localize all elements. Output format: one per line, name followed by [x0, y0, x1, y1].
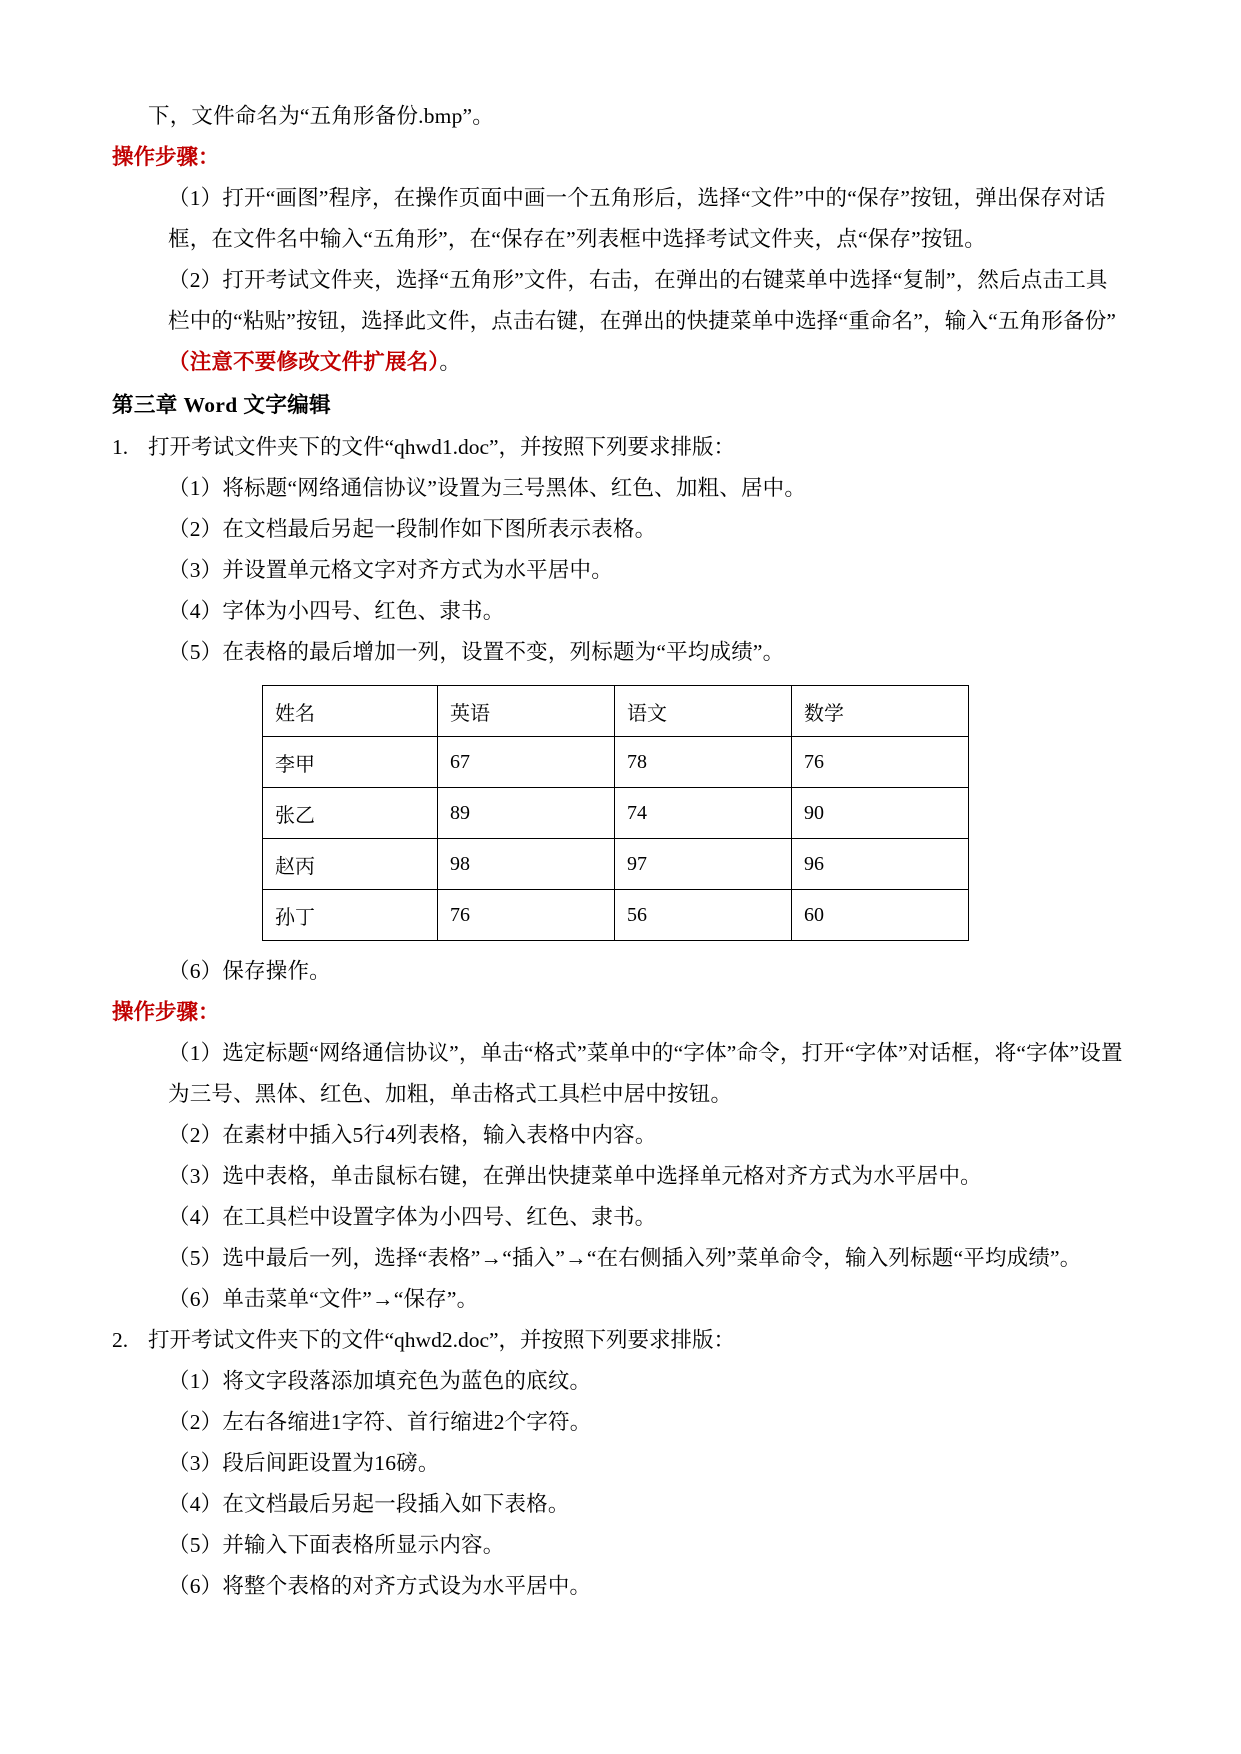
list-item-2-text: 打开考试文件夹下的文件“qhwd2.doc”，并按照下列要求排版：	[148, 1328, 736, 1352]
table-cell: 76	[438, 890, 615, 941]
step-paragraph-1: （1）打开“画图”程序，在操作页面中画一个五角形后，选择“文件”中的“保存”按钮，弹出保存对话框，在文件名中输入“五角形”，在“保存在”列表框中选择考试文件夹，点“保存”按钮。	[168, 186, 1106, 251]
table-cell: 李甲	[263, 737, 438, 788]
sub-item-1-5: （5）在表格的最后增加一列，设置不变，列标题为“平均成绩”。	[168, 640, 785, 664]
table-row	[263, 890, 969, 941]
list-item-1	[112, 427, 1123, 468]
table-cell: 60	[792, 890, 969, 941]
table-row	[263, 839, 969, 890]
table-header-cell: 数学	[792, 686, 969, 737]
table-cell: 78	[615, 737, 792, 788]
table-header-cell: 英语	[438, 686, 615, 737]
step-paragraph-2-text: （2）打开考试文件夹，选择“五角形”文件，右击，在弹出的右键菜单中选择“复制”，然后点击工具栏中的“粘贴”按钮，选择此文件，点击右键，在弹出的快捷菜单中选择“重命名”，输入“五角形备份”	[168, 268, 1117, 333]
table-cell: 74	[615, 788, 792, 839]
sub-item-1-4: （4）字体为小四号、红色、隶书。	[168, 599, 505, 623]
operation-steps-heading-2: 操作步骤：	[112, 1000, 220, 1024]
step-paragraph-2	[112, 260, 1123, 383]
table-row	[263, 686, 969, 737]
list-item-2-number: 2.	[112, 1328, 129, 1352]
score-table	[262, 685, 969, 941]
sub-item-1-6: （6）保存操作。	[168, 959, 331, 983]
table-row	[263, 737, 969, 788]
sub-item-2-2: （2）左右各缩进1字符、首行缩进2个字符。	[168, 1410, 592, 1434]
sub-item-1-2: （2）在文档最后另起一段制作如下图所表示表格。	[168, 517, 657, 541]
sub-item-1-1: （1）将标题“网络通信协议”设置为三号黑体、红色、加粗、居中。	[168, 476, 807, 500]
table-cell: 97	[615, 839, 792, 890]
sub-item-2-6: （6）将整个表格的对齐方式设为水平居中。	[168, 1574, 592, 1598]
step2-paragraph-6: （6）单击菜单“文件”→“保存”。	[168, 1287, 479, 1311]
list-item-1-number: 1.	[112, 435, 129, 459]
table-header-cell: 姓名	[263, 686, 438, 737]
table-cell: 89	[438, 788, 615, 839]
table-cell: 98	[438, 839, 615, 890]
list-item-1-text: 打开考试文件夹下的文件“qhwd1.doc”，并按照下列要求排版：	[148, 435, 736, 459]
table-cell: 96	[792, 839, 969, 890]
step2-paragraph-4: （4）在工具栏中设置字体为小四号、红色、隶书。	[168, 1205, 657, 1229]
table-cell: 76	[792, 737, 969, 788]
step2-paragraph-1: （1）选定标题“网络通信协议”，单击“格式”菜单中的“字体”命令，打开“字体”对话框，将“字体”设置为三号、黑体、红色、加粗，单击格式工具栏中居中按钮。	[168, 1041, 1123, 1106]
table-cell: 67	[438, 737, 615, 788]
table-cell: 张乙	[263, 788, 438, 839]
operation-steps-heading-1: 操作步骤：	[112, 145, 220, 169]
chapter-title: 第三章 Word 文字编辑	[112, 393, 332, 417]
table-cell: 90	[792, 788, 969, 839]
step2-paragraph-5: （5）选中最后一列，选择“表格”→“插入”→“在右侧插入列”菜单命令，输入列标题“平均成绩”。	[168, 1246, 1082, 1270]
step2-paragraph-2: （2）在素材中插入5行4列表格，输入表格中内容。	[168, 1123, 657, 1147]
sub-item-2-1: （1）将文字段落添加填充色为蓝色的底纹。	[168, 1369, 592, 1393]
list-item-2	[112, 1320, 1123, 1361]
step-paragraph-2-end: 。	[439, 350, 462, 374]
step2-paragraph-3: （3）选中表格，单击鼠标右键，在弹出快捷菜单中选择单元格对齐方式为水平居中。	[168, 1164, 982, 1188]
table-cell: 56	[615, 890, 792, 941]
sub-item-2-3: （3）段后间距设置为16磅。	[168, 1451, 440, 1475]
table-cell: 赵丙	[263, 839, 438, 890]
continuation-line: 下，文件命名为“五角形备份.bmp”。	[148, 104, 494, 128]
sub-item-2-5: （5）并输入下面表格所显示内容。	[168, 1533, 505, 1557]
table-header-cell: 语文	[615, 686, 792, 737]
step-paragraph-2-note: （注意不要修改文件扩展名）	[168, 350, 440, 374]
sub-item-1-3: （3）并设置单元格文字对齐方式为水平居中。	[168, 558, 613, 582]
table-cell: 孙丁	[263, 890, 438, 941]
table-row	[263, 788, 969, 839]
sub-item-2-4: （4）在文档最后另起一段插入如下表格。	[168, 1492, 570, 1516]
